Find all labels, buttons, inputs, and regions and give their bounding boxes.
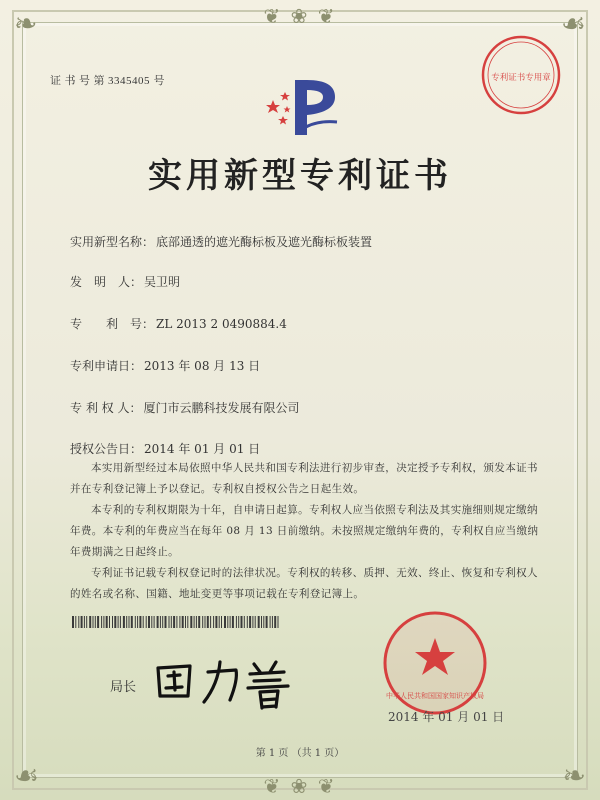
ornament-top-icon: ❦ ❀ ❦ [263, 4, 337, 28]
certificate-number-label: 证 书 号 第 [50, 74, 105, 87]
field-label: 发 明 人： [70, 275, 143, 289]
field-value: 2013 年 08 月 13 日 [144, 359, 261, 373]
ornament-corner-icon: ❧ [562, 759, 586, 792]
body-paragraph: 本实用新型经过本局依照中华人民共和国专利法进行初步审查，决定授予专利权，颁发本证书并在专利登记簿上予以登记。专利权自授权公告之日起生效。 [70, 462, 538, 495]
page-number: 第 1 页 （共 1 页） [255, 748, 345, 759]
certificate-number-value: 3345405 [108, 75, 150, 87]
field-label: 专利申请日： [70, 359, 143, 373]
field-value: ZL 2013 2 0490884.4 [156, 317, 287, 331]
director-signature-icon [150, 650, 310, 710]
field-value: 吴卫明 [144, 275, 181, 289]
field-label: 专 利 权 人： [70, 401, 142, 415]
field-value: 厦门市云鹏科技发展有限公司 [143, 401, 300, 415]
corner-seal [478, 32, 564, 118]
field-label: 实用新型名称： [70, 235, 155, 249]
patent-office-emblem-icon [255, 70, 345, 145]
official-seal [360, 608, 510, 718]
ornament-corner-icon: ☙ [560, 7, 586, 40]
field-utility-model-name [70, 233, 372, 250]
body-paragraph: 本专利的专利权期限为十年，自申请日起算。专利权人应当依照专利法及其实施细则规定缴纳年费。本专利的年费应当在每年 08 月 13 日前缴纳。未按照规定缴纳年费的，专利权自应当缴纳年费期满之日起终止。 [70, 504, 539, 558]
field-value: 底部通透的遮光酶标板及遮光酶标板装置 [156, 235, 373, 249]
body-paragraph: 专利证书记载专利权登记时的法律状况。专利权的转移、质押、无效、终止、恢复和专利权人的姓名或名称、国籍、地址变更等事项记载在专利登记簿上。 [70, 567, 538, 600]
corner-seal-text: 专利证书专用章 [491, 73, 551, 83]
field-label: 专 利 号： [70, 317, 155, 331]
field-patentee [70, 399, 299, 416]
official-seal-text: 中华人民共和国国家知识产权局 [386, 692, 484, 700]
field-value: 2014 年 01 月 01 日 [144, 442, 261, 456]
ornament-bottom-icon: ❦ ❀ ❦ [263, 774, 337, 798]
corner-seal-icon [478, 32, 564, 118]
director-label: 局长 [110, 680, 137, 695]
barcode-icon [72, 616, 282, 628]
field-grant-date [70, 440, 260, 457]
ornament-corner-icon: ❧ [14, 7, 38, 40]
certificate-title: 实用新型专利证书 [148, 156, 452, 196]
official-seal-icon [360, 608, 510, 718]
field-patent-number [70, 315, 287, 332]
certificate-number-suffix: 号 [153, 74, 165, 87]
field-filing-date [70, 357, 260, 374]
certificate-number [50, 72, 165, 88]
field-inventor [70, 273, 180, 290]
field-label: 授权公告日： [70, 442, 143, 456]
seal-date: 2014 年 01 月 01 日 [388, 710, 505, 724]
certificate-body [70, 458, 540, 605]
ornament-corner-icon: ☙ [14, 759, 40, 792]
